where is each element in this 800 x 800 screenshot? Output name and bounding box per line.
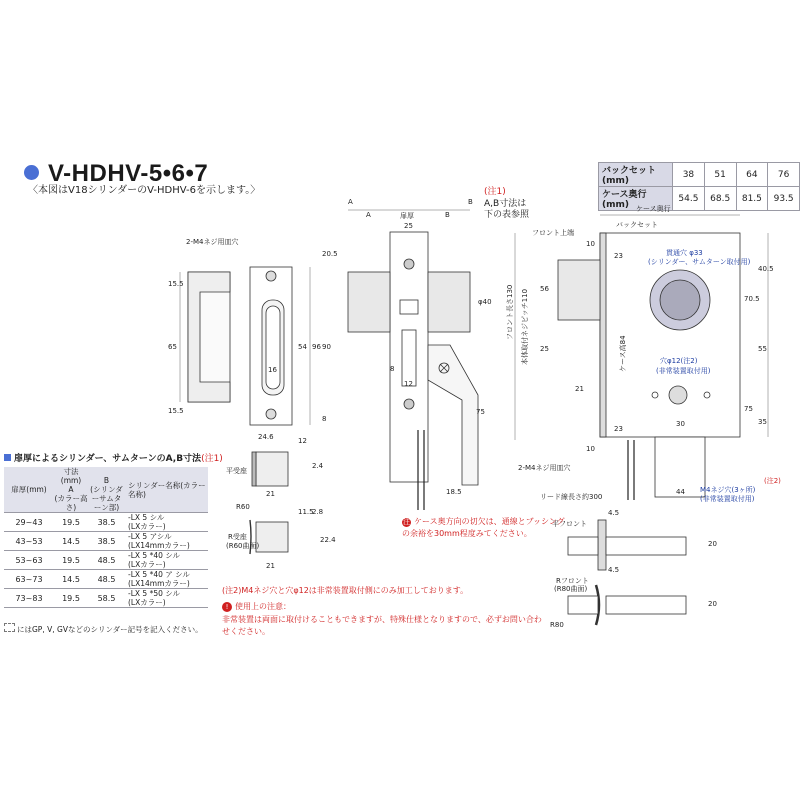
dim-mid-205: 20.5	[322, 250, 338, 258]
label-hole12: 穴φ12(注2)	[660, 357, 698, 365]
dim-left-4: 16	[268, 366, 277, 374]
dim-mid-phi40: φ40	[478, 298, 492, 306]
dim-left-10: 2.4	[312, 462, 324, 470]
subtitle: 〈本図はV18シリンダーのV-HDHV-6を示します。〉	[28, 185, 261, 196]
dim-left-11: 21	[266, 490, 275, 498]
note-top-line2: 下の表参照	[484, 210, 530, 220]
warning-icon: !	[222, 602, 232, 612]
door-table-title: 扉厚によるシリンダー、サムターンのA,B寸法(注1)	[4, 451, 223, 464]
dim-right-9: 55	[758, 345, 767, 353]
note-mark-icon: 注	[403, 518, 410, 526]
placeholder-box-icon	[4, 623, 15, 632]
dim-left-5: 54	[298, 343, 307, 351]
label-thru: 貫通穴 φ33	[666, 249, 703, 257]
dim-left-13: 11.5	[298, 508, 314, 516]
caution-text: 非常装置は両面に取付けることもできますが、特殊仕様となりますので、必ずお問い合わせください。	[222, 615, 542, 636]
dim-right-10: 35	[758, 418, 767, 426]
dim-right-7: 40.5	[758, 265, 774, 273]
caution-title: ! 使用上の注意：	[222, 601, 291, 613]
cylinder-right	[428, 272, 470, 332]
dim-right-2: 56	[540, 285, 549, 293]
label-lead: リード線長さ約300	[540, 493, 603, 501]
label-thru-sub: (シリンダー、サムターン取付用)	[648, 258, 751, 266]
page-title: V-HDHV-5•6•7	[24, 160, 208, 188]
dim-left-14: 22.4	[320, 536, 336, 544]
dim-right-11: 75	[744, 405, 753, 413]
label-ruke: R受座	[228, 533, 247, 541]
dim-mid-b2: B	[468, 198, 473, 206]
label-m4-3-sub: (非常装置取付用)	[700, 495, 755, 503]
note-1: 注 ケース奥方向の切欠は、通線とブッシングの余裕を30mm程度みてください。	[402, 517, 565, 538]
square-bullet-icon	[4, 454, 11, 461]
table-row: 29~43 19.5 38.5 -LX 5 シル (LXカラー)	[4, 513, 208, 532]
dim-right-17: 20	[708, 600, 717, 608]
label-m4-top: 2-M4ネジ用皿穴	[186, 238, 239, 246]
dim-mid-door: 扉厚	[400, 212, 414, 220]
dim-left-9: 12	[298, 437, 307, 445]
flat-strike-box	[256, 452, 288, 486]
label-m4-3: M4ネジ穴(3ヶ所)	[700, 486, 756, 494]
table-row: 63~73 14.5 48.5 -LX 5 *40 ア シル (LX14mmカラー)	[4, 570, 208, 589]
dim-mid-a2: A	[348, 198, 353, 206]
dim-mid-a: A	[366, 211, 371, 219]
table-row: 43~53 14.5 38.5 -LX 5 アシル (LX14mmカラー)	[4, 532, 208, 551]
label-m4-side: 2-M4ネジ用皿穴	[518, 464, 571, 472]
label-case-h: ケース高84	[619, 335, 627, 372]
dim-left-2: 15.5	[168, 407, 184, 415]
dim-left-8: 8	[322, 415, 327, 423]
table-row: 73~83 19.5 58.5 -LX 5 *50 シル (LXカラー)	[4, 589, 208, 608]
dim-mid-b: B	[445, 211, 450, 219]
dim-right-14: 4.5	[608, 509, 620, 517]
dim-right-8: 70.5	[744, 295, 760, 303]
r-strike-box	[256, 522, 288, 552]
dim-right-0: 10	[586, 240, 595, 248]
note-top-mark: (注1)	[484, 187, 506, 197]
note-top-line1: A,B寸法は	[484, 199, 527, 209]
dim-right-4: 21	[575, 385, 584, 393]
dim-left-6: 96	[312, 343, 321, 351]
label-ruke-sub: (R60曲面)	[226, 542, 260, 550]
door-table-header: 扉厚(mm) 寸法(mm) A (カラー高さ) B (シリンダーサムターン部) シリンダー名称(カラー名称)	[4, 467, 208, 513]
label-r-front-sub: (R80曲面)	[554, 585, 588, 593]
label-front-top: フロント上端	[532, 229, 574, 237]
label-flat-front: 平フロント	[552, 520, 587, 528]
label-r80: R80	[550, 621, 564, 629]
dim-right-16: 4.5	[608, 566, 620, 574]
dim-left-3: 24.6	[258, 433, 274, 441]
label-r-front: Rフロント	[556, 577, 589, 585]
label-screw-pitch: 本体取付ネジピッチ110	[521, 288, 529, 365]
dim-left-15: 21	[266, 562, 275, 570]
label-backset: バックセット	[616, 221, 658, 229]
label-hole12-sub: (非常装置取付用)	[656, 367, 711, 375]
dim-mid-25: 25	[404, 222, 413, 230]
table-row: 53~63 19.5 48.5 -LX 5 *40 シル (LXカラー)	[4, 551, 208, 570]
dim-left-0: 15.5	[168, 280, 184, 288]
spec-row-backset: バックセット(mm) 38 51 64 76	[599, 163, 800, 187]
label-m4-3-note: (注2)	[764, 477, 781, 485]
dim-right-15: 20	[708, 540, 717, 548]
dim-right-3: 25	[540, 345, 549, 353]
dim-left-7: 90	[322, 343, 331, 351]
dim-mid-12: 12	[404, 380, 413, 388]
dim-mid-75: 75	[476, 408, 485, 416]
dim-left-12: 2.8	[312, 508, 324, 516]
spec-row-case-depth: ケース奥行(mm) 54.5 68.5 81.5 93.5	[599, 187, 800, 211]
label-r60: R60	[236, 503, 250, 511]
label-case-depth: ケース奥行	[636, 205, 671, 213]
door-thickness-table	[4, 467, 208, 608]
label-front-len: フロント長さ130	[506, 284, 514, 340]
dim-right-5: 23	[614, 425, 623, 433]
dim-mid-8: 8	[390, 365, 395, 373]
dim-mid-185: 18.5	[446, 488, 462, 496]
flat-front-plate	[598, 520, 606, 570]
dim-right-13: 44	[676, 488, 685, 496]
dim-right-6: 10	[586, 445, 595, 453]
dim-left-1: 65	[168, 343, 177, 351]
cylinder-left	[348, 272, 390, 332]
table-footnote: にはGP, V, GVなどのシリンダー記号を記入ください。	[4, 623, 203, 635]
dim-right-1: 23	[614, 252, 623, 260]
label-hirauke: 平受座	[226, 467, 247, 475]
note-2: (注2)M4ネジ穴と穴φ12は非常装置取付側にのみ加工しております。	[222, 586, 469, 595]
dim-right-12: 30	[676, 420, 685, 428]
